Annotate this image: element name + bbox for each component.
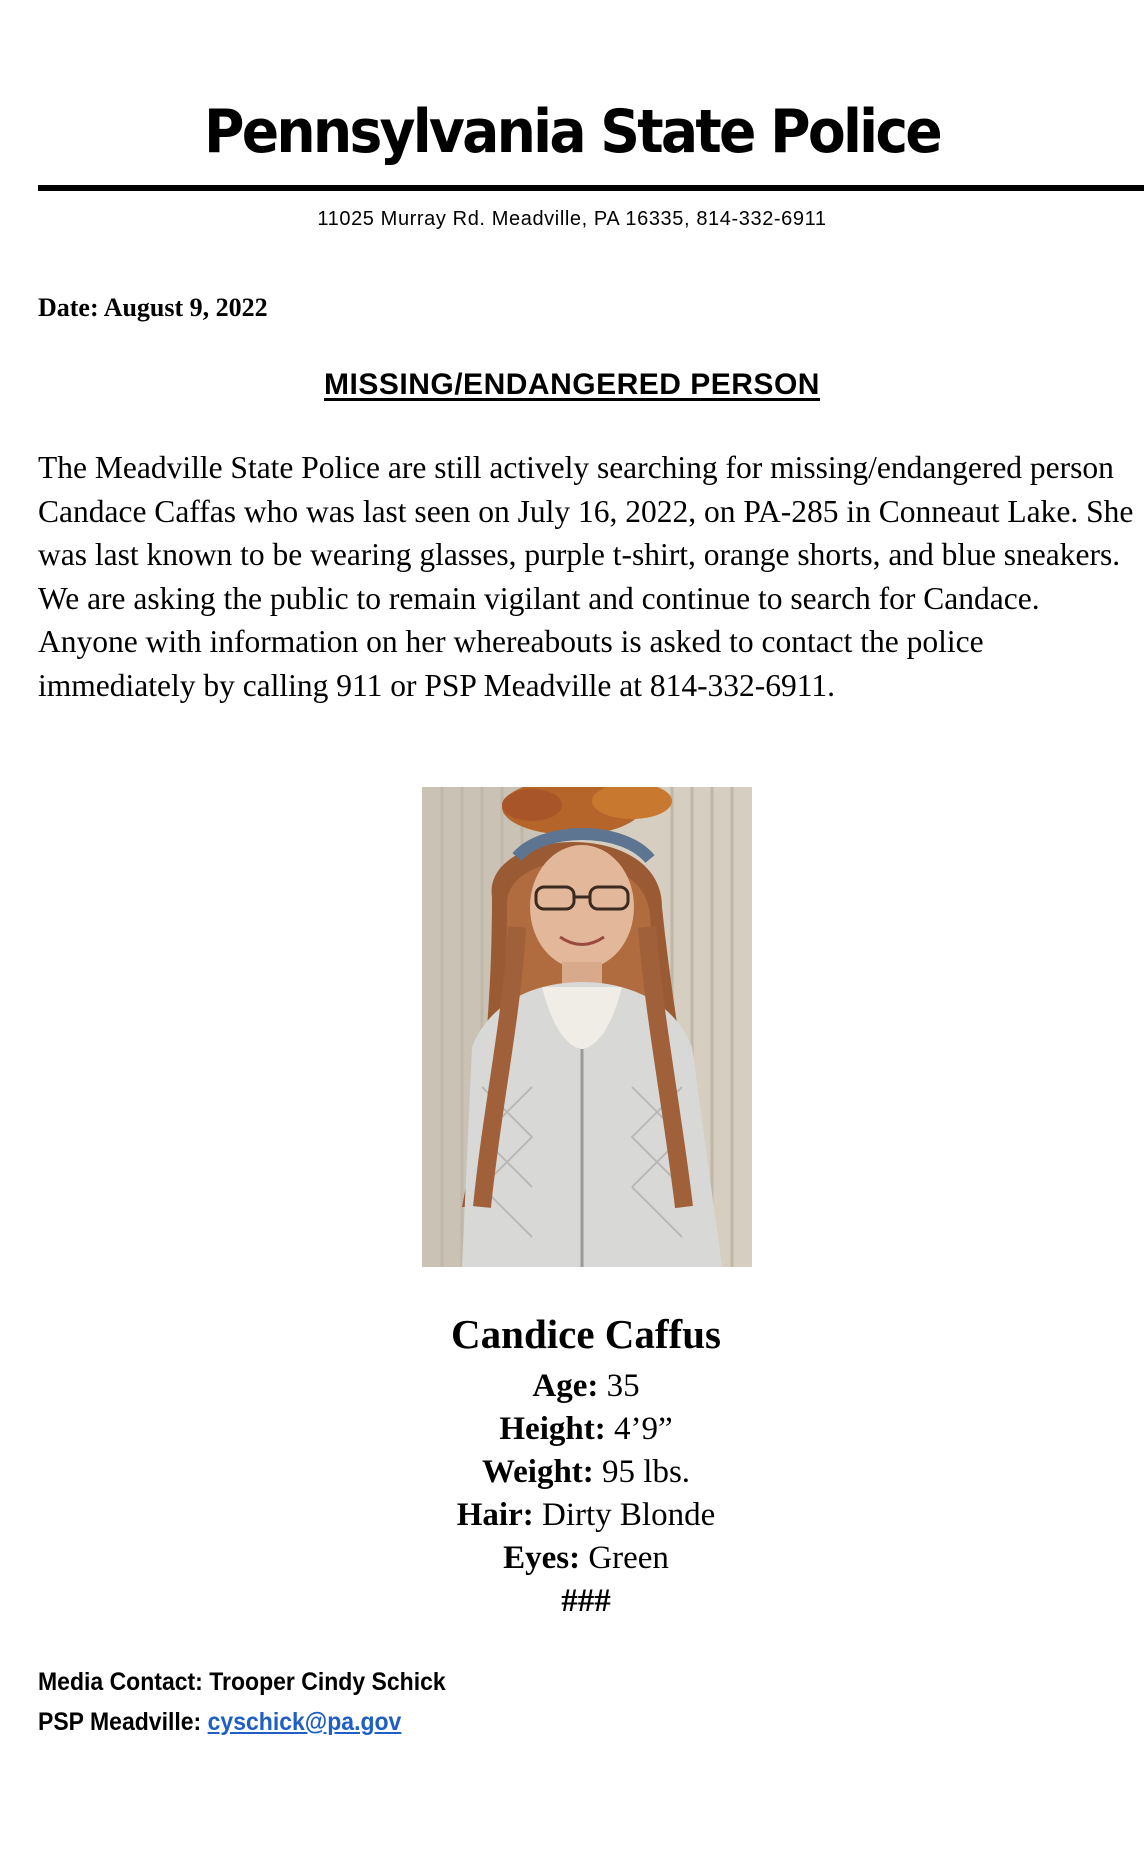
detail-label: Weight:	[481, 1454, 594, 1490]
detail-label: Age:	[532, 1368, 599, 1404]
notice-body: The Meadville State Police are still actively searching for missing/endangered person Candace Caffas who was last seen on July 16, 2022, on PA-285 in Conneaut Lake. She was last known to be wearing glasses, purple t-shirt, orange shorts, and blue sneakers. We are asking the public to remain vigilant and continue to search for Candace. Anyone with information on her whereabouts is asked to contact the police immediately by calling 911 or PSP Meadville at 814-332-6911.	[38, 450, 1134, 703]
office-label: PSP Meadville:	[38, 1708, 202, 1736]
detail-value: 95 lbs.	[602, 1454, 691, 1490]
detail-value: 35	[606, 1368, 640, 1404]
detail-hair	[0, 1494, 1144, 1537]
media-contact-block	[38, 1662, 446, 1742]
detail-eyes	[0, 1537, 1144, 1580]
release-date: Date: August 9, 2022	[38, 293, 268, 322]
person-name: Candice Caffus	[451, 1311, 721, 1357]
end-mark: ###	[561, 1583, 611, 1619]
detail-value: 4’9”	[613, 1411, 673, 1447]
header-divider	[38, 185, 1144, 191]
detail-value: Dirty Blonde	[542, 1497, 716, 1533]
media-contact-label: Media Contact:	[38, 1668, 203, 1696]
detail-label: Height:	[499, 1411, 606, 1447]
person-details	[0, 1365, 1144, 1623]
office-contact-line	[38, 1702, 446, 1742]
contact-email-link[interactable]: cyschick@pa.gov	[207, 1708, 402, 1736]
detail-weight	[0, 1451, 1144, 1494]
detail-label: Hair:	[456, 1497, 534, 1533]
media-contact-name: Trooper Cindy Schick	[209, 1668, 446, 1696]
agency-title: Pennsylvania State Police	[204, 97, 940, 167]
notice-heading: MISSING/ENDANGERED PERSON	[324, 368, 820, 401]
missing-person-photo	[422, 787, 752, 1267]
agency-address: 11025 Murray Rd. Meadville, PA 16335, 814-332-6911	[317, 208, 827, 230]
detail-age	[0, 1365, 1144, 1408]
detail-label: Eyes:	[503, 1540, 581, 1576]
detail-value: Green	[588, 1540, 669, 1576]
detail-height	[0, 1408, 1144, 1451]
media-contact-line	[38, 1662, 446, 1702]
